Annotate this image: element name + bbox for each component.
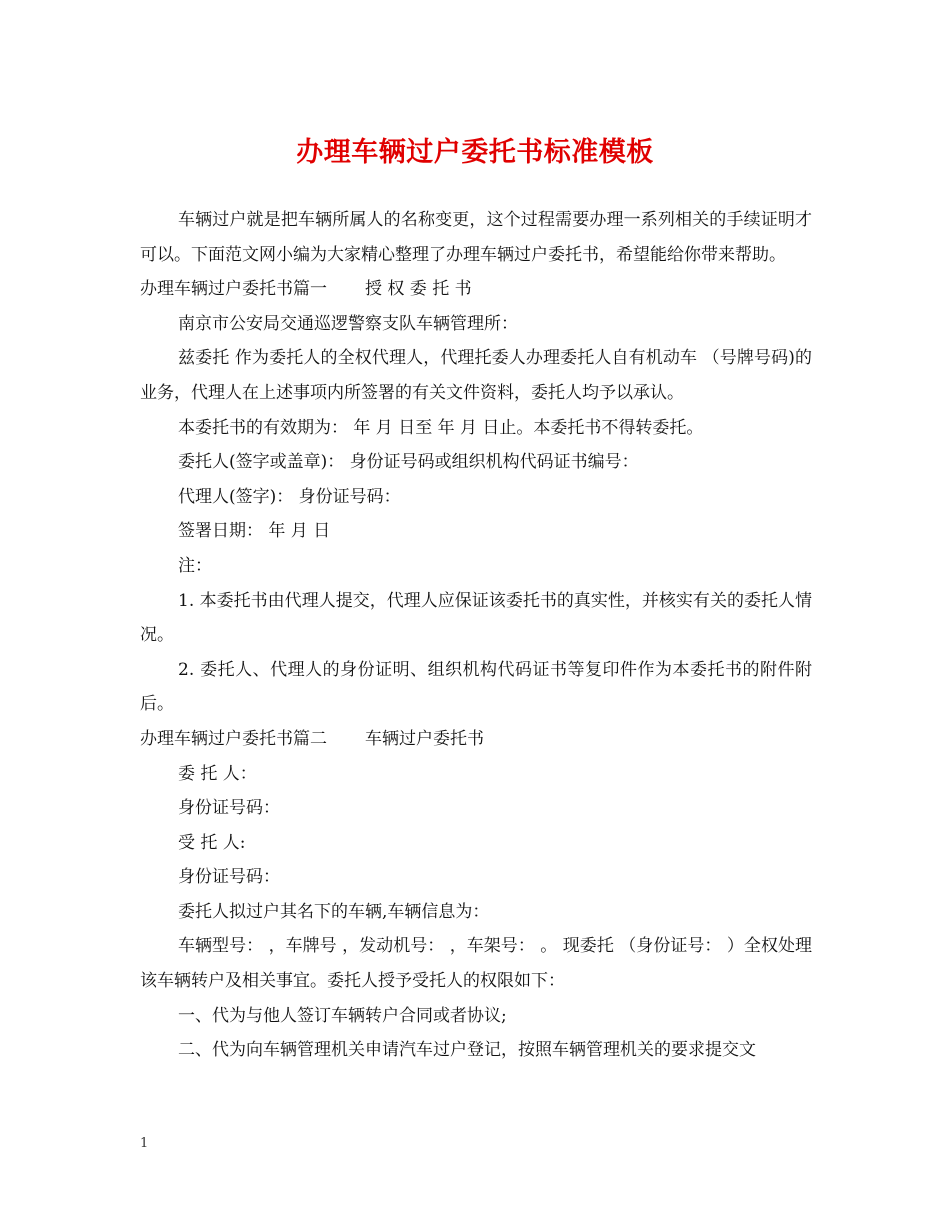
- paragraph-note-label: 注：: [178, 555, 212, 576]
- section-heading-2: [140, 722, 812, 757]
- paragraph-intro: 车辆过户就是把车辆所属人的名称变更，这个过程需要办理一系列相关的手续证明才可以。下面范文网小编为大家精心整理了办理车辆过户委托书，希望能给你带来帮助。: [140, 210, 812, 265]
- paragraph-addressee: 南京市公安局交通巡逻警察支队车辆管理所：: [178, 313, 518, 334]
- paragraph-principal-signature: 委托人(签字或盖章)： 身份证号码或组织机构代码证书编号：: [178, 452, 639, 473]
- document-body: [140, 203, 812, 1068]
- document-title: 办理车辆过户委托书标准模板: [296, 137, 654, 168]
- section-heading-2-subtitle: 车辆过户委托书: [365, 728, 484, 749]
- paragraph-principal-id: 身份证号码：: [178, 798, 280, 819]
- paragraph-agent-id: 身份证号码：: [178, 867, 280, 888]
- paragraph-agent-signature: 代理人(签字)： 身份证号码：: [178, 486, 401, 507]
- section-heading-2-label: 办理车辆过户委托书篇二: [140, 728, 327, 749]
- paragraph-authorization: 兹委托 作为委托人的全权代理人，代理托委人办理委托人自有机动车 （号牌号码)的 业务，代理人在上述事项内所签署的有关文件资料，委托人均予以承认。: [140, 348, 812, 403]
- paragraph-agent: 受 托 人:: [178, 832, 246, 853]
- paragraph-principal: 委 托 人：: [178, 763, 257, 784]
- paragraph-note-1: 1. 本委托书由代理人提交，代理人应保证该委托书的真实性，并核实有关的委托人情况。: [140, 590, 812, 646]
- paragraph-sign-date: 签署日期： 年 月 日: [178, 521, 331, 542]
- page-number: 1: [140, 1136, 149, 1151]
- section-heading-1: [140, 272, 812, 307]
- paragraph-power-1: 一、代为与他人签订车辆转户合同或者协议;: [178, 1005, 507, 1026]
- paragraph-power-2: 二、代为向车辆管理机关申请汽车过户登记，按照车辆管理机关的要求提交文: [178, 1040, 756, 1061]
- paragraph-vehicle-intro: 委托人拟过户其名下的车辆,车辆信息为：: [178, 901, 490, 922]
- paragraph-note-2: 2. 委托人、代理人的身份证明、组织机构代码证书等复印件作为本委托书的附件附后。: [140, 659, 812, 715]
- paragraph-vehicle-info: 车辆型号： ，车牌号 ，发动机号： ，车架号： 。 现委托 （身份证号： ）全权处理该车辆转户及相关事宜。委托人授予受托人的权限如下：: [140, 936, 812, 992]
- section-heading-1-label: 办理车辆过户委托书篇一: [140, 279, 327, 300]
- paragraph-validity: 本委托书的有效期为： 年 月 日至 年 月 日止。本委托书不得转委托。: [178, 417, 704, 438]
- section-heading-1-subtitle: 授 权 委 托 书: [365, 279, 472, 300]
